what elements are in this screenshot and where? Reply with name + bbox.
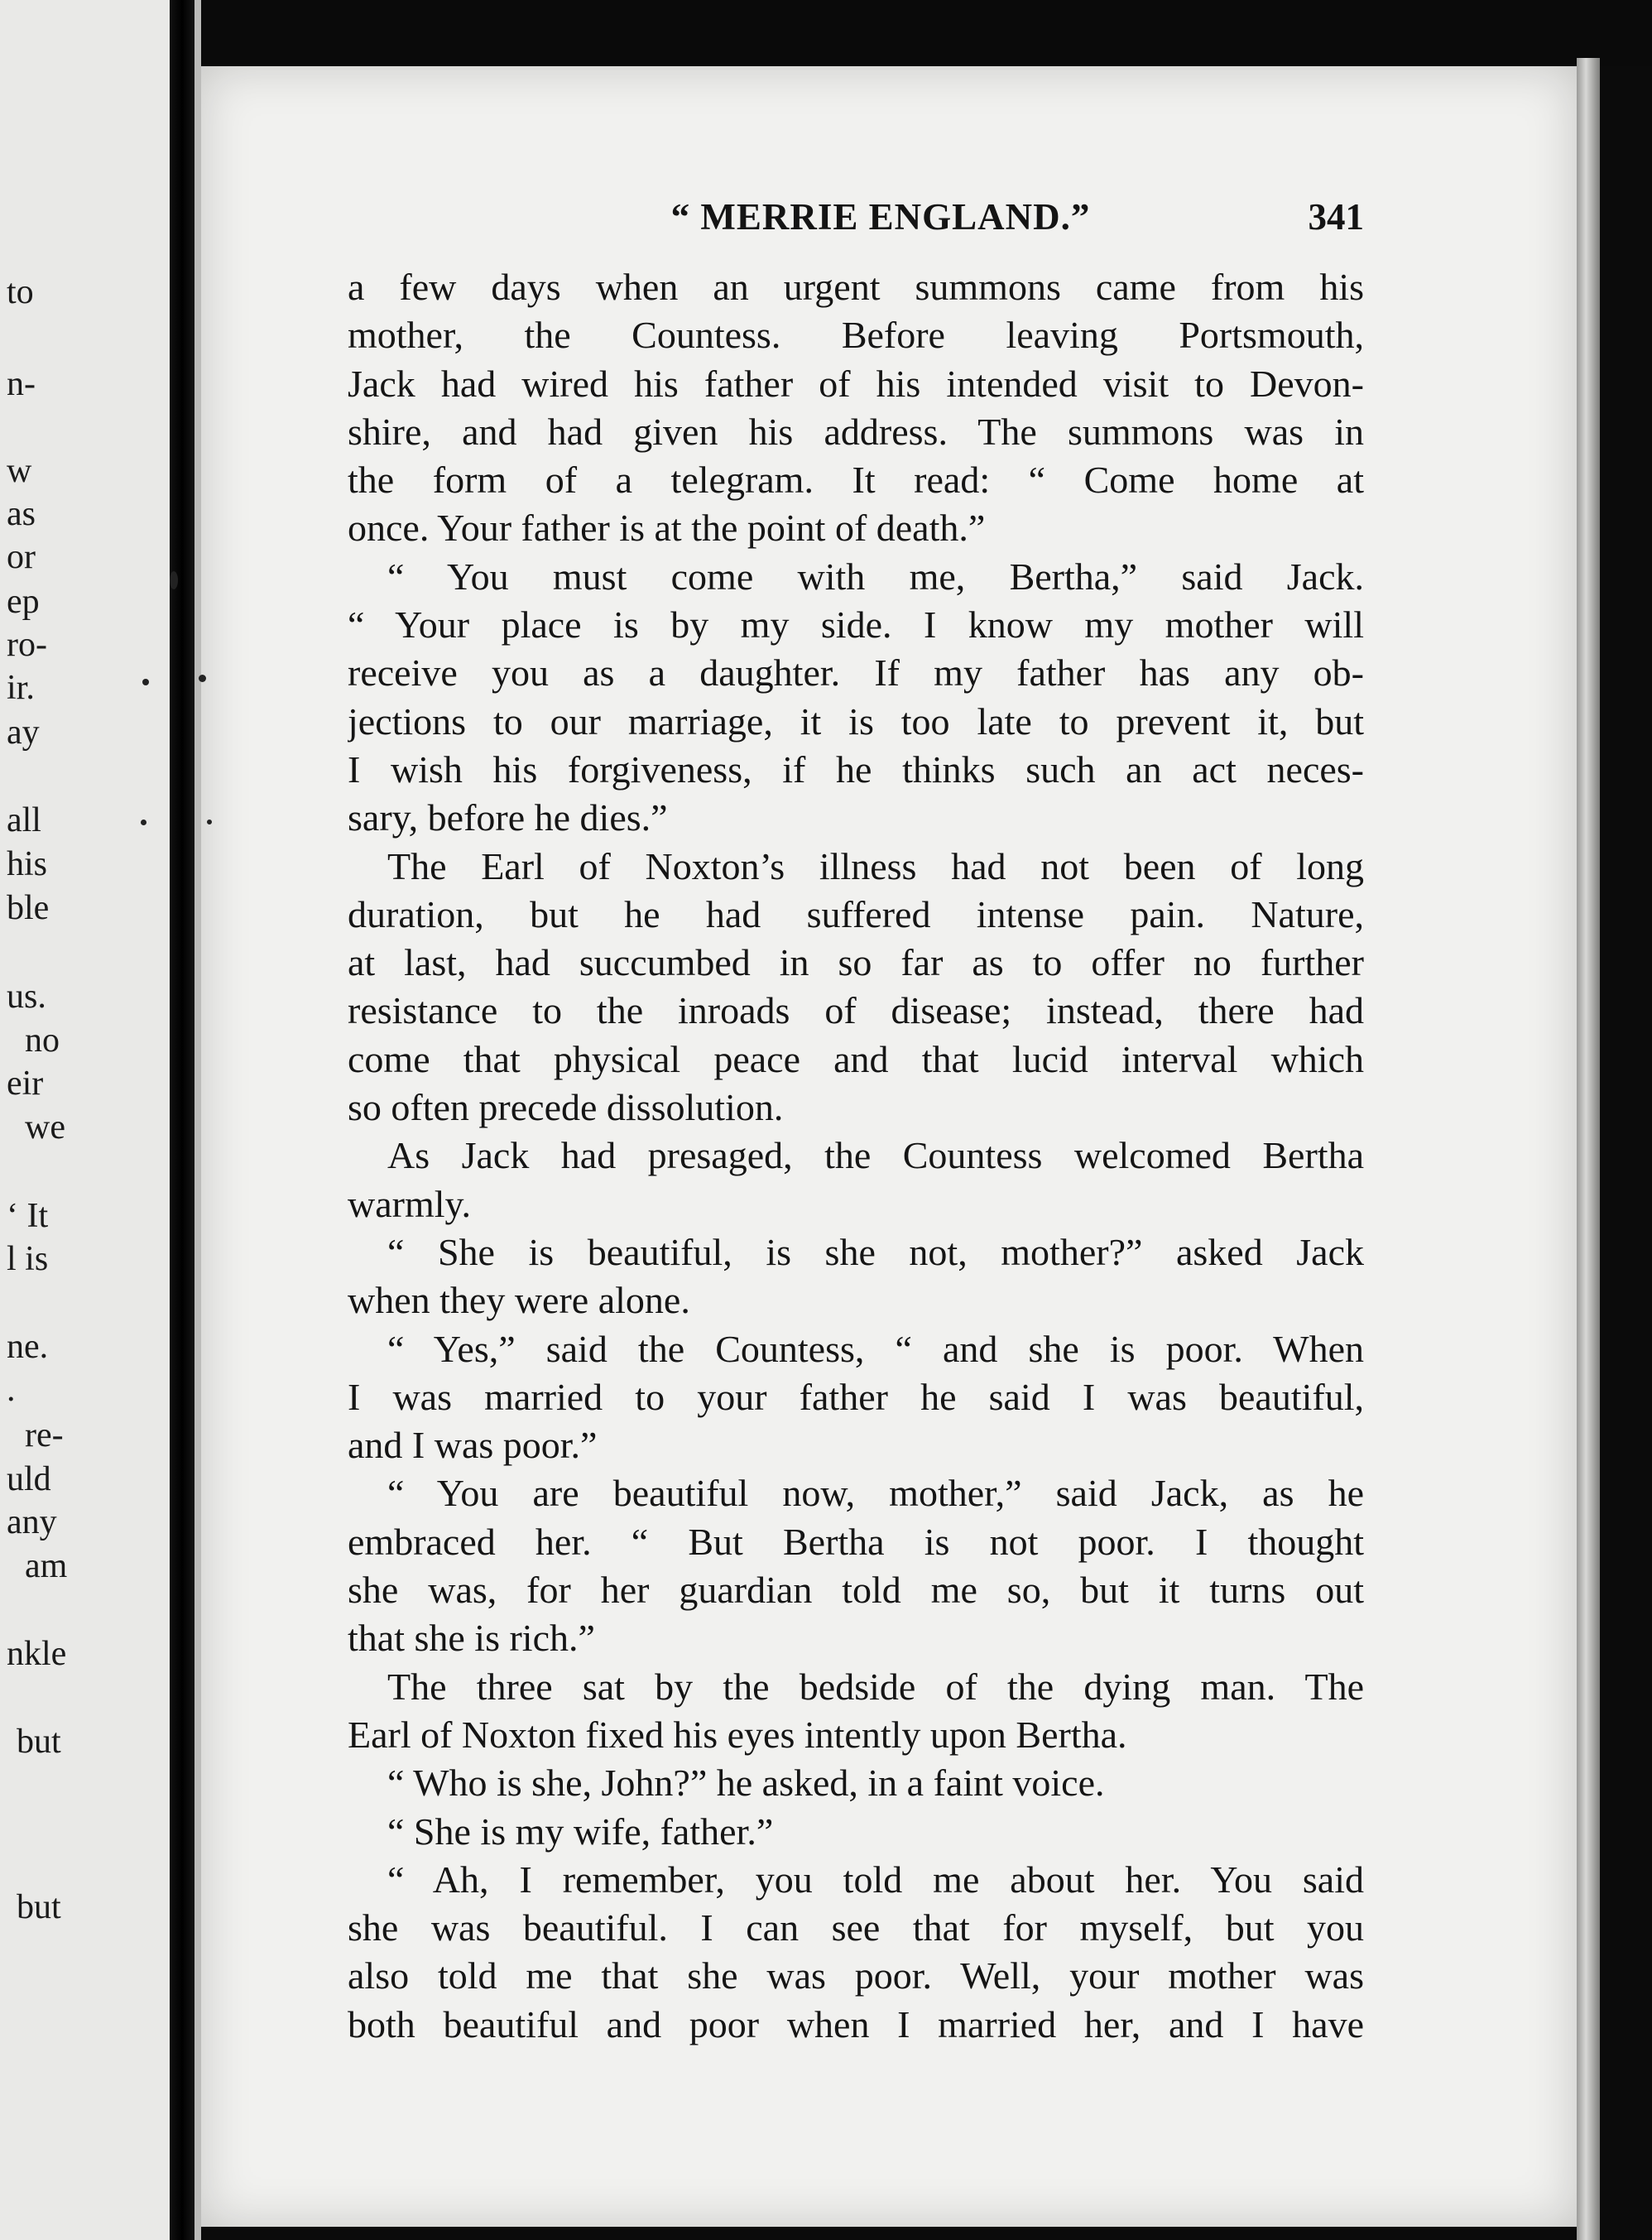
page-number: 341 bbox=[1308, 196, 1364, 238]
page-right-edge-shadow bbox=[1577, 58, 1600, 2240]
left-page-fragment: all bbox=[7, 801, 41, 839]
ink-speck bbox=[199, 675, 206, 682]
ink-speck bbox=[207, 820, 212, 824]
left-page-fragment: to bbox=[7, 273, 34, 311]
left-page-fragment: no bbox=[25, 1021, 60, 1060]
text-line: The three sat by the bedside of the dying man. The bbox=[387, 1665, 1364, 1708]
left-page-fragment: am bbox=[25, 1547, 68, 1585]
left-facing-page bbox=[0, 0, 170, 2240]
ink-speck bbox=[170, 571, 178, 589]
left-page-fragment: we bbox=[25, 1108, 65, 1146]
left-page-fragment: ay bbox=[7, 714, 40, 752]
left-page-fragment: ro- bbox=[7, 626, 47, 664]
text-line: As Jack had presaged, the Countess welcomed Bertha bbox=[387, 1134, 1364, 1177]
left-page-fragment: his bbox=[7, 845, 48, 883]
text-line: “ Who is she, John?” he asked, in a faint voice. bbox=[387, 1762, 1105, 1805]
text-line: and I was poor.” bbox=[348, 1424, 598, 1467]
text-line: that she is rich.” bbox=[348, 1617, 595, 1660]
left-page-fragment: l is bbox=[7, 1240, 49, 1278]
text-line: “ You are beautiful now, mother,” said Jack, as he bbox=[387, 1472, 1364, 1515]
left-page-fragment: w bbox=[7, 452, 32, 490]
text-line: the form of a telegram. It read: “ Come home at bbox=[348, 459, 1364, 502]
text-line: when they were alone. bbox=[348, 1279, 690, 1322]
binding-gutter bbox=[170, 0, 194, 2240]
text-line: jections to our marriage, it is too late to prevent it, but bbox=[348, 699, 1364, 743]
text-line: duration, but he had suffered intense pain. Nature, bbox=[348, 892, 1364, 935]
left-page-fragment: any bbox=[7, 1503, 57, 1541]
ink-speck bbox=[141, 820, 146, 825]
running-header bbox=[348, 192, 1364, 242]
text-line: “ She is my wife, father.” bbox=[387, 1810, 774, 1853]
text-line: Jack had wired his father of his intended visit to Devon- bbox=[348, 362, 1364, 405]
text-line: Earl of Noxton fixed his eyes intently upon Bertha. bbox=[348, 1713, 1127, 1756]
left-page-fragment: ble bbox=[7, 889, 50, 927]
text-line: “ Your place is by my side. I know my mother will bbox=[348, 603, 1364, 647]
text-line: sary, before he dies.” bbox=[348, 796, 668, 839]
text-line: once. Your father is at the point of death.” bbox=[348, 507, 986, 550]
text-line: receive you as a daughter. If my father has any ob- bbox=[348, 651, 1364, 695]
text-line: also told me that she was poor. Well, your mother was bbox=[348, 1954, 1364, 1997]
left-page-fragment: n- bbox=[7, 365, 36, 403]
text-line: a few days when an urgent summons came from his bbox=[348, 266, 1364, 308]
text-line: shire, and had given his address. The summons was in bbox=[348, 410, 1364, 453]
ink-speck bbox=[142, 679, 149, 685]
left-page-fragment: eir bbox=[7, 1065, 44, 1103]
text-line: I wish his forgiveness, if he thinks such an act neces- bbox=[348, 747, 1364, 791]
left-page-fragment: ep bbox=[7, 583, 40, 621]
text-line: “ She is beautiful, is she not, mother?” asked Jack bbox=[387, 1230, 1364, 1273]
text-line: both beautiful and poor when I married her, and I have bbox=[348, 2002, 1364, 2045]
running-title: “ MERRIE ENGLAND.” bbox=[670, 196, 1091, 238]
text-line: I was married to your father he said I was beautiful, bbox=[348, 1375, 1364, 1418]
left-page-fragment: but bbox=[17, 1723, 61, 1761]
text-line: at last, had succumbed in so far as to offer no further bbox=[348, 941, 1364, 984]
left-page-fragment: or bbox=[7, 538, 36, 576]
left-page-fragment: uld bbox=[7, 1460, 51, 1498]
text-line: mother, the Countess. Before leaving Portsmouth, bbox=[348, 314, 1364, 357]
left-page-fragment: us. bbox=[7, 978, 46, 1016]
left-page-fragment: but bbox=[17, 1888, 61, 1926]
left-page-fragment: re- bbox=[25, 1416, 64, 1454]
left-page-fragment: as bbox=[7, 495, 36, 533]
text-line: warmly. bbox=[348, 1182, 472, 1225]
scan-background-top bbox=[201, 0, 1652, 66]
text-line: “ You must come with me, Bertha,” said Jack. bbox=[387, 555, 1364, 598]
left-page-fragment: . bbox=[7, 1371, 16, 1409]
text-line: so often precede dissolution. bbox=[348, 1086, 784, 1129]
text-line: “ Ah, I remember, you told me about her. You said bbox=[387, 1858, 1364, 1901]
text-line: “ Yes,” said the Countess, “ and she is poor. When bbox=[387, 1327, 1364, 1370]
text-line: she was, for her guardian told me so, but it turns out bbox=[348, 1569, 1364, 1612]
text-line: come that physical peace and that lucid interval which bbox=[348, 1037, 1364, 1080]
text-line: resistance to the inroads of disease; instead, there had bbox=[348, 989, 1364, 1032]
left-page-fragment: nkle bbox=[7, 1635, 67, 1673]
left-page-fragment: ir. bbox=[7, 669, 35, 707]
left-page-fragment: ne. bbox=[7, 1328, 49, 1366]
left-page-fragment: ‘ It bbox=[7, 1197, 49, 1235]
text-line: she was beautiful. I can see that for myself, but you bbox=[348, 1906, 1364, 1949]
text-line: embraced her. “ But Bertha is not poor. I thought bbox=[348, 1520, 1364, 1563]
page-edge bbox=[194, 0, 201, 2240]
body-text bbox=[348, 263, 1364, 2049]
text-line: The Earl of Noxton’s illness had not been of long bbox=[387, 844, 1364, 887]
